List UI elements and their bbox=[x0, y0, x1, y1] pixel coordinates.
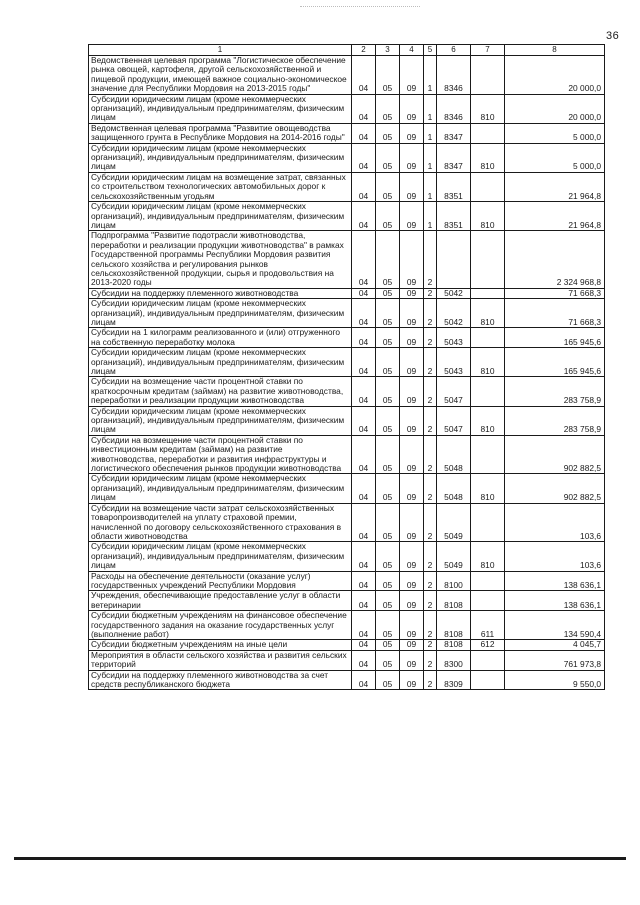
row-code-target: 5043 bbox=[437, 328, 471, 348]
row-name: Субсидии юридическим лицам (кроме некоммерческих организаций), индивидуальным предпринимателям, физическим лицам bbox=[89, 94, 352, 123]
row-amount: 283 758,9 bbox=[505, 406, 605, 435]
row-code-program: 09 bbox=[400, 571, 424, 591]
row-amount: 138 636,1 bbox=[505, 571, 605, 591]
row-code-target: 5048 bbox=[437, 435, 471, 474]
row-code-section: 04 bbox=[352, 172, 376, 201]
row-code-target: 5047 bbox=[437, 406, 471, 435]
table-row bbox=[89, 143, 605, 172]
row-code-target: 8346 bbox=[437, 56, 471, 95]
row-amount: 20 000,0 bbox=[505, 56, 605, 95]
row-code-section: 04 bbox=[352, 503, 376, 542]
bottom-divider bbox=[14, 857, 626, 860]
row-amount: 21 964,8 bbox=[505, 172, 605, 201]
row-code-expense-type bbox=[471, 435, 505, 474]
row-name: Подпрограмма "Развитие подотрасли животноводства, переработки и реализации продукции животноводства" в рамках Государственной программы Республики Мордовия развития сельского хозяйства и регулирования рынков сельскохозяйственной продукции, сырья и продовольствия на 2013-2020 годы bbox=[89, 231, 352, 288]
row-code-subsection: 05 bbox=[376, 288, 400, 298]
row-code-subprogram: 1 bbox=[424, 56, 437, 95]
row-name: Субсидии на возмещение части затрат сельскохозяйственных товаропроизводителей на уплату страховой премии, начисленной по договору сельскохозяйственного страхования в области животноводства bbox=[89, 503, 352, 542]
row-code-subprogram: 2 bbox=[424, 299, 437, 328]
row-name: Субсидии юридическим лицам (кроме некоммерческих организаций), индивидуальным предпринимателям, физическим лицам bbox=[89, 299, 352, 328]
row-code-subsection: 05 bbox=[376, 202, 400, 231]
row-code-expense-type: 810 bbox=[471, 542, 505, 571]
row-code-target: 8309 bbox=[437, 670, 471, 690]
row-code-subprogram: 2 bbox=[424, 474, 437, 503]
row-code-subprogram: 2 bbox=[424, 591, 437, 611]
row-name: Субсидии на поддержку племенного животноводства bbox=[89, 288, 352, 298]
row-code-target: 5042 bbox=[437, 288, 471, 298]
row-code-section: 04 bbox=[352, 406, 376, 435]
table-row bbox=[89, 435, 605, 474]
row-code-section: 04 bbox=[352, 542, 376, 571]
row-name: Субсидии юридическим лицам (кроме некоммерческих организаций), индивидуальным предпринимателям, физическим лицам bbox=[89, 542, 352, 571]
row-code-subprogram: 2 bbox=[424, 640, 437, 650]
row-code-subprogram: 1 bbox=[424, 172, 437, 201]
row-name: Субсидии на поддержку племенного животноводства за счет средств республиканского бюджета bbox=[89, 670, 352, 690]
table-row bbox=[89, 503, 605, 542]
row-code-target: 5048 bbox=[437, 474, 471, 503]
row-code-program: 09 bbox=[400, 435, 424, 474]
row-code-subprogram: 1 bbox=[424, 143, 437, 172]
row-name: Субсидии на возмещение части процентной ставки по инвестиционным кредитам (займам) на развитие животноводства, переработки и развития инфраструктуры и логистического обеспечения рынков продукции животноводства bbox=[89, 435, 352, 474]
row-name: Субсидии юридическим лицам (кроме некоммерческих организаций), индивидуальным предпринимателям, физическим лицам bbox=[89, 202, 352, 231]
row-code-subsection: 05 bbox=[376, 650, 400, 670]
table-row bbox=[89, 640, 605, 650]
row-code-target: 8346 bbox=[437, 94, 471, 123]
row-code-program: 09 bbox=[400, 377, 424, 406]
budget-table bbox=[88, 44, 605, 690]
row-code-program: 09 bbox=[400, 474, 424, 503]
row-code-target: 5049 bbox=[437, 503, 471, 542]
table-row bbox=[89, 650, 605, 670]
row-code-program: 09 bbox=[400, 503, 424, 542]
row-code-subsection: 05 bbox=[376, 123, 400, 143]
row-code-section: 04 bbox=[352, 328, 376, 348]
row-code-program: 09 bbox=[400, 231, 424, 288]
row-code-section: 04 bbox=[352, 348, 376, 377]
row-code-subsection: 05 bbox=[376, 435, 400, 474]
row-name: Субсидии юридическим лицам (кроме некоммерческих организаций), индивидуальным предпринимателям, физическим лицам bbox=[89, 474, 352, 503]
row-name: Расходы на обеспечение деятельности (оказание услуг) государственных учреждений Республики Мордовия bbox=[89, 571, 352, 591]
row-amount: 761 973,8 bbox=[505, 650, 605, 670]
row-amount: 902 882,5 bbox=[505, 474, 605, 503]
row-code-program: 09 bbox=[400, 650, 424, 670]
page-number: 36 bbox=[606, 30, 620, 42]
row-code-section: 04 bbox=[352, 123, 376, 143]
row-code-subsection: 05 bbox=[376, 503, 400, 542]
row-code-section: 04 bbox=[352, 143, 376, 172]
row-code-program: 09 bbox=[400, 670, 424, 690]
row-code-section: 04 bbox=[352, 611, 376, 640]
column-header: 2 bbox=[352, 45, 376, 56]
row-code-subsection: 05 bbox=[376, 611, 400, 640]
row-name: Субсидии юридическим лицам (кроме некоммерческих организаций), индивидуальным предпринимателям, физическим лицам bbox=[89, 143, 352, 172]
row-code-section: 04 bbox=[352, 591, 376, 611]
table-row bbox=[89, 328, 605, 348]
row-code-section: 04 bbox=[352, 474, 376, 503]
table-row bbox=[89, 123, 605, 143]
row-code-subprogram: 2 bbox=[424, 571, 437, 591]
row-amount: 138 636,1 bbox=[505, 591, 605, 611]
row-code-expense-type bbox=[471, 650, 505, 670]
row-code-section: 04 bbox=[352, 650, 376, 670]
row-name: Субсидии юридическим лицам на возмещение затрат, связанных со строительством технологических автомобильных дорог к сельскохозяйственным угодьям bbox=[89, 172, 352, 201]
row-amount: 4 045,7 bbox=[505, 640, 605, 650]
column-header: 1 bbox=[89, 45, 352, 56]
row-code-subsection: 05 bbox=[376, 94, 400, 123]
table-row bbox=[89, 474, 605, 503]
row-code-subsection: 05 bbox=[376, 542, 400, 571]
table-row bbox=[89, 56, 605, 95]
table-row bbox=[89, 670, 605, 690]
row-amount: 9 550,0 bbox=[505, 670, 605, 690]
row-code-expense-type bbox=[471, 670, 505, 690]
table-row bbox=[89, 299, 605, 328]
row-code-target: 8351 bbox=[437, 172, 471, 201]
row-code-subsection: 05 bbox=[376, 56, 400, 95]
row-code-subsection: 05 bbox=[376, 474, 400, 503]
row-code-program: 09 bbox=[400, 591, 424, 611]
row-code-target: 5049 bbox=[437, 542, 471, 571]
row-code-section: 04 bbox=[352, 299, 376, 328]
row-code-expense-type: 810 bbox=[471, 143, 505, 172]
row-code-program: 09 bbox=[400, 202, 424, 231]
row-code-subprogram: 2 bbox=[424, 348, 437, 377]
column-header: 8 bbox=[505, 45, 605, 56]
row-code-section: 04 bbox=[352, 231, 376, 288]
row-code-target: 8351 bbox=[437, 202, 471, 231]
row-code-expense-type: 810 bbox=[471, 348, 505, 377]
row-code-expense-type bbox=[471, 288, 505, 298]
row-code-subprogram: 1 bbox=[424, 94, 437, 123]
row-code-expense-type bbox=[471, 231, 505, 288]
row-code-target: 8300 bbox=[437, 650, 471, 670]
row-code-expense-type bbox=[471, 328, 505, 348]
row-amount: 21 964,8 bbox=[505, 202, 605, 231]
row-code-expense-type bbox=[471, 123, 505, 143]
row-amount: 103,6 bbox=[505, 542, 605, 571]
row-code-subprogram: 2 bbox=[424, 328, 437, 348]
row-code-expense-type: 810 bbox=[471, 474, 505, 503]
column-header: 7 bbox=[471, 45, 505, 56]
row-amount: 2 324 968,8 bbox=[505, 231, 605, 288]
row-code-target: 5043 bbox=[437, 348, 471, 377]
row-code-section: 04 bbox=[352, 435, 376, 474]
row-code-subprogram: 1 bbox=[424, 123, 437, 143]
row-code-subsection: 05 bbox=[376, 143, 400, 172]
table-row bbox=[89, 348, 605, 377]
row-code-subsection: 05 bbox=[376, 299, 400, 328]
row-code-target: 8108 bbox=[437, 640, 471, 650]
row-code-program: 09 bbox=[400, 143, 424, 172]
row-code-target: 5042 bbox=[437, 299, 471, 328]
row-code-subprogram: 1 bbox=[424, 202, 437, 231]
row-amount: 283 758,9 bbox=[505, 377, 605, 406]
table-row bbox=[89, 94, 605, 123]
row-code-expense-type bbox=[471, 56, 505, 95]
row-code-subsection: 05 bbox=[376, 231, 400, 288]
row-code-subsection: 05 bbox=[376, 172, 400, 201]
row-code-target: 8347 bbox=[437, 123, 471, 143]
row-name: Ведомственная целевая программа "Логистическое обеспечение рынка овощей, картофеля, другой сельскохозяйственной и пищевой продукции, имеющей важное социально-экономическое значение для Республики Мордовия на 2013-2015 годы" bbox=[89, 56, 352, 95]
row-code-program: 09 bbox=[400, 328, 424, 348]
row-amount: 134 590,4 bbox=[505, 611, 605, 640]
row-code-expense-type bbox=[471, 591, 505, 611]
table-row bbox=[89, 406, 605, 435]
row-name: Субсидии на возмещение части процентной ставки по краткосрочным кредитам (займам) на развитие животноводства, переработки и реализации продукции животноводства bbox=[89, 377, 352, 406]
row-code-expense-type: 611 bbox=[471, 611, 505, 640]
table-row bbox=[89, 288, 605, 298]
row-code-section: 04 bbox=[352, 56, 376, 95]
row-name: Ведомственная целевая программа "Развитие овощеводства защищенного грунта в Республике Мордовия на 2014-2016 годы" bbox=[89, 123, 352, 143]
row-code-subsection: 05 bbox=[376, 348, 400, 377]
row-code-program: 09 bbox=[400, 288, 424, 298]
table-row bbox=[89, 202, 605, 231]
row-code-program: 09 bbox=[400, 406, 424, 435]
budget-table-container bbox=[88, 44, 604, 690]
row-code-program: 09 bbox=[400, 94, 424, 123]
row-code-section: 04 bbox=[352, 670, 376, 690]
row-amount: 5 000,0 bbox=[505, 143, 605, 172]
row-code-target: 8100 bbox=[437, 571, 471, 591]
row-amount: 71 668,3 bbox=[505, 299, 605, 328]
row-code-subprogram: 2 bbox=[424, 670, 437, 690]
row-code-program: 09 bbox=[400, 611, 424, 640]
row-code-subprogram: 2 bbox=[424, 377, 437, 406]
row-code-subprogram: 2 bbox=[424, 406, 437, 435]
column-header: 3 bbox=[376, 45, 400, 56]
row-code-section: 04 bbox=[352, 288, 376, 298]
row-code-program: 09 bbox=[400, 299, 424, 328]
table-row bbox=[89, 611, 605, 640]
row-code-subsection: 05 bbox=[376, 591, 400, 611]
row-code-expense-type: 810 bbox=[471, 299, 505, 328]
table-row bbox=[89, 591, 605, 611]
row-code-subprogram: 2 bbox=[424, 650, 437, 670]
row-name: Субсидии бюджетным учреждениям на иные цели bbox=[89, 640, 352, 650]
row-code-program: 09 bbox=[400, 348, 424, 377]
row-code-subsection: 05 bbox=[376, 377, 400, 406]
row-code-subprogram: 2 bbox=[424, 542, 437, 571]
row-name: Субсидии на 1 килограмм реализованного и (или) отгруженного на собственную переработку молока bbox=[89, 328, 352, 348]
table-row bbox=[89, 377, 605, 406]
row-code-subprogram: 2 bbox=[424, 435, 437, 474]
row-code-target: 8108 bbox=[437, 591, 471, 611]
row-code-expense-type bbox=[471, 377, 505, 406]
row-code-section: 04 bbox=[352, 202, 376, 231]
table-row bbox=[89, 571, 605, 591]
table-row bbox=[89, 172, 605, 201]
row-code-subprogram: 2 bbox=[424, 288, 437, 298]
row-code-section: 04 bbox=[352, 571, 376, 591]
row-code-program: 09 bbox=[400, 123, 424, 143]
row-amount: 902 882,5 bbox=[505, 435, 605, 474]
row-code-expense-type bbox=[471, 503, 505, 542]
row-code-expense-type: 810 bbox=[471, 202, 505, 231]
table-row bbox=[89, 231, 605, 288]
row-code-section: 04 bbox=[352, 640, 376, 650]
row-code-section: 04 bbox=[352, 377, 376, 406]
row-name: Субсидии юридическим лицам (кроме некоммерческих организаций), индивидуальным предпринимателям, физическим лицам bbox=[89, 348, 352, 377]
row-code-expense-type: 810 bbox=[471, 94, 505, 123]
row-code-subsection: 05 bbox=[376, 571, 400, 591]
row-code-subprogram: 2 bbox=[424, 503, 437, 542]
row-code-program: 09 bbox=[400, 172, 424, 201]
row-amount: 71 668,3 bbox=[505, 288, 605, 298]
row-code-target: 8347 bbox=[437, 143, 471, 172]
row-code-program: 09 bbox=[400, 640, 424, 650]
row-code-subsection: 05 bbox=[376, 670, 400, 690]
row-name: Мероприятия в области сельского хозяйства и развития сельских территорий bbox=[89, 650, 352, 670]
row-name: Учреждения, обеспечивающие предоставление услуг в области ветеринарии bbox=[89, 591, 352, 611]
row-amount: 5 000,0 bbox=[505, 123, 605, 143]
table-row bbox=[89, 542, 605, 571]
row-code-subprogram: 2 bbox=[424, 231, 437, 288]
row-amount: 20 000,0 bbox=[505, 94, 605, 123]
row-code-program: 09 bbox=[400, 56, 424, 95]
row-code-expense-type: 810 bbox=[471, 406, 505, 435]
column-header: 4 bbox=[400, 45, 424, 56]
row-code-target: 8108 bbox=[437, 611, 471, 640]
row-name: Субсидии бюджетным учреждениям на финансовое обеспечение государственного задания на оказание государственных услуг (выполнение работ) bbox=[89, 611, 352, 640]
scan-artifact-line bbox=[300, 6, 420, 8]
row-code-subsection: 05 bbox=[376, 328, 400, 348]
row-code-target bbox=[437, 231, 471, 288]
table-body bbox=[89, 56, 605, 690]
row-code-subprogram: 2 bbox=[424, 611, 437, 640]
column-header: 5 bbox=[424, 45, 437, 56]
row-code-expense-type bbox=[471, 172, 505, 201]
row-code-section: 04 bbox=[352, 94, 376, 123]
row-code-subsection: 05 bbox=[376, 640, 400, 650]
row-amount: 165 945,6 bbox=[505, 328, 605, 348]
row-code-expense-type bbox=[471, 571, 505, 591]
row-code-subsection: 05 bbox=[376, 406, 400, 435]
row-code-program: 09 bbox=[400, 542, 424, 571]
row-amount: 103,6 bbox=[505, 503, 605, 542]
row-code-expense-type: 612 bbox=[471, 640, 505, 650]
row-code-target: 5047 bbox=[437, 377, 471, 406]
table-header-row bbox=[89, 45, 605, 56]
row-name: Субсидии юридическим лицам (кроме некоммерческих организаций), индивидуальным предпринимателям, физическим лицам bbox=[89, 406, 352, 435]
row-amount: 165 945,6 bbox=[505, 348, 605, 377]
column-header: 6 bbox=[437, 45, 471, 56]
